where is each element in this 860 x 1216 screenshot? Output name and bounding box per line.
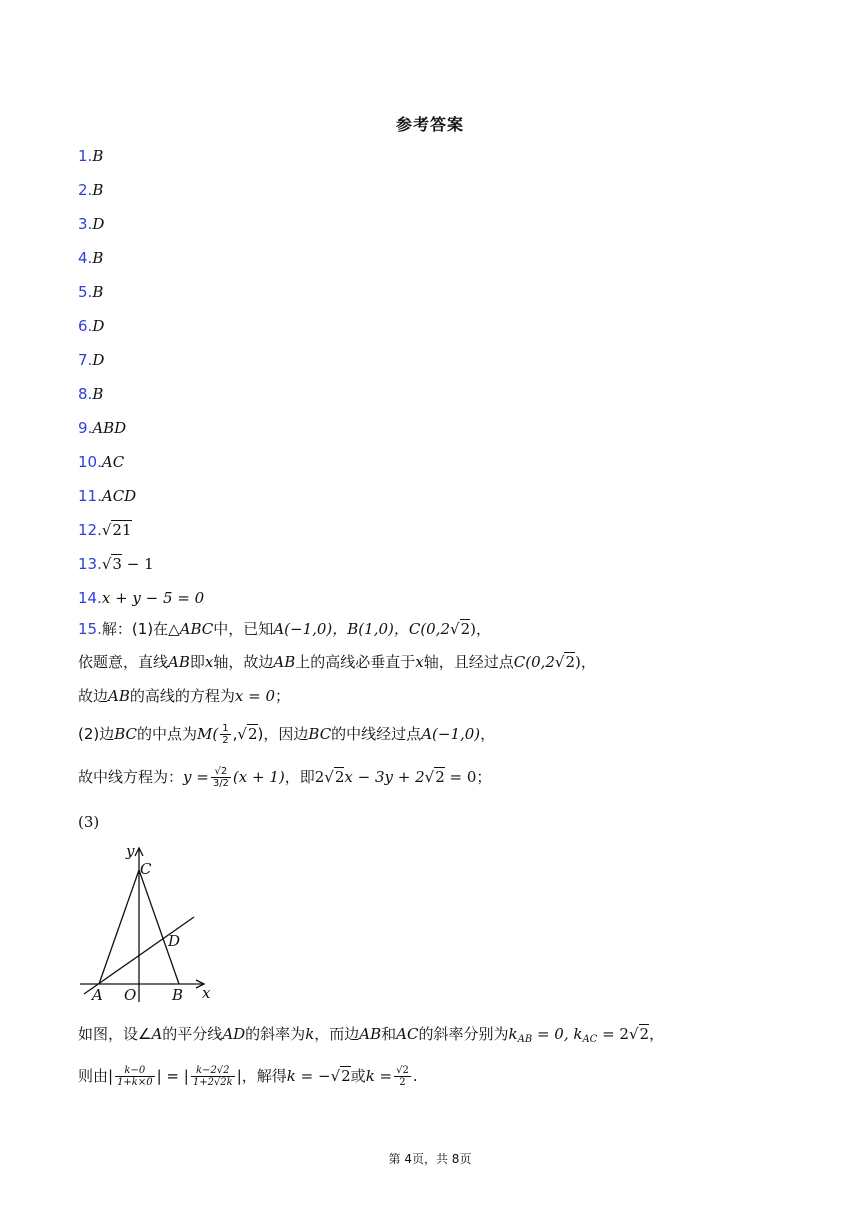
y-axis-label: y — [126, 842, 135, 860]
answer-item — [78, 176, 204, 210]
solution-line-3: 故边AB的高线的方程为x = 0； — [78, 687, 291, 705]
answer-item — [78, 448, 204, 482]
solution-line-6: (3) — [78, 813, 100, 831]
answer-value: √3 − 1 — [101, 555, 154, 573]
point-b-label: B — [172, 986, 184, 1004]
answer-number: 2. — [78, 181, 93, 199]
solution-line-1: 15.解：(1)在△ABC中，已知A(−1,0)，B(1,0)，C(0,2√2)， — [78, 620, 492, 638]
answer-item — [78, 210, 204, 244]
answer-number: 8. — [78, 385, 93, 403]
page-title: 参考答案 — [395, 115, 464, 134]
x-axis-label: x — [202, 984, 211, 1002]
answer-number: 13. — [78, 555, 102, 573]
side-ac — [99, 870, 139, 984]
answer-item — [78, 142, 204, 176]
answer-value: D — [92, 317, 105, 335]
answer-number: 1. — [78, 147, 93, 165]
answer-item — [78, 346, 204, 380]
answer-item — [78, 516, 204, 550]
solution-line-8: 则由| $\frac{k-0}{1+k\times 0}$ | = | $\frac{k-2√2}{1+2√2k}$ |，解得k = −√2或k = $\frac{√2}{2}$ . — [78, 1065, 418, 1088]
answer-value: B — [92, 249, 104, 267]
triangle-figure — [76, 840, 216, 1005]
answer-item — [78, 312, 204, 346]
answer-number: 7. — [78, 351, 93, 369]
point-a-label: A — [92, 986, 103, 1004]
origin-label: O — [124, 986, 137, 1004]
answer-value: B — [92, 181, 104, 199]
page-footer: 第 4页，共 8页 — [388, 1152, 472, 1166]
answer-item — [78, 482, 204, 516]
solution-line-4: (2)边BC的中点为M( $\frac{1}{2}$ ,√2)，因边BC的中线经过点A(−1,0)， — [78, 723, 496, 746]
answer-item — [78, 414, 204, 448]
answer-value: AC — [101, 453, 125, 471]
answer-item — [78, 550, 204, 584]
answer-number: 5. — [78, 283, 93, 301]
answer-item — [78, 278, 204, 312]
answer-number: 9. — [78, 419, 93, 437]
answer-number: 15. — [78, 620, 102, 638]
answer-value: D — [92, 215, 105, 233]
answer-item — [78, 584, 204, 618]
solution-line-2: 依题意，直线AB即x轴，故边AB上的高线必垂直于x轴，且经过点C(0,2√2)， — [78, 653, 596, 671]
answer-value: √21 — [101, 521, 132, 539]
answer-number: 6. — [78, 317, 93, 335]
point-d-label: D — [168, 932, 181, 950]
answer-value: ACD — [101, 487, 137, 505]
answer-value: B — [92, 147, 104, 165]
solution-line-7: 如图，设∠A的平分线AD的斜率为k，而边AB和AC的斜率分别为$k_{AB} = 0$, $k_{AC} = 2√2$， — [78, 1025, 665, 1045]
solution-line-5: 故中线方程为：y = $\frac{√2}{3/2}$ (x + 1)，即2√2x − 3y + 2√2 = 0； — [78, 766, 492, 789]
answer-value: B — [92, 283, 104, 301]
answer-item — [78, 244, 204, 278]
side-bc — [139, 870, 179, 984]
answer-item — [78, 380, 204, 414]
answer-number: 10. — [78, 453, 102, 471]
answer-number: 11. — [78, 487, 102, 505]
answer-value: x + y − 5 = 0 — [101, 589, 205, 607]
answer-number: 4. — [78, 249, 93, 267]
answer-number: 3. — [78, 215, 93, 233]
answer-number: 12. — [78, 521, 102, 539]
answer-value: ABD — [92, 419, 127, 437]
answer-number: 14. — [78, 589, 102, 607]
answer-value: B — [92, 385, 104, 403]
answer-value: D — [92, 351, 105, 369]
point-c-label: C — [140, 860, 152, 878]
answer-list — [78, 142, 204, 618]
